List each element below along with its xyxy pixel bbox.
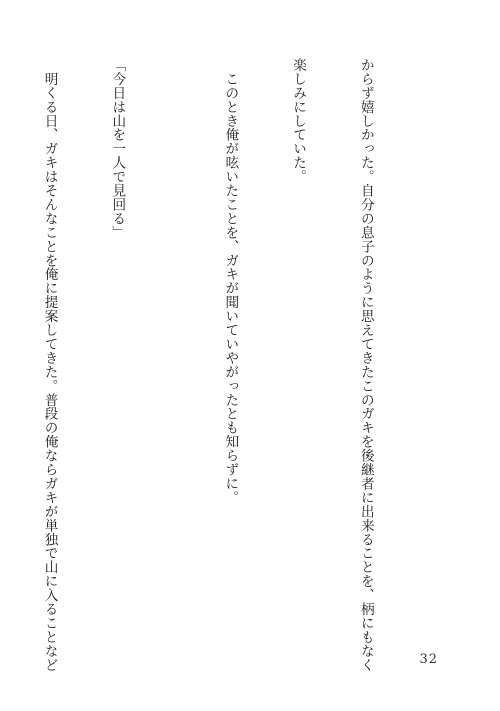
text-line: 明くる日、ガキはそんなことを俺に提案してきた。普段の俺ならガキが単独で山に入ることなど: [41, 58, 58, 672]
text-line: からず嬉しかった。自分の息子のように思えてきたこのガキを後継者に出来ることを、柄にもなく: [357, 58, 374, 672]
body-text: [0, 58, 422, 672]
text-line: このとき俺が呟いたことを、ガキが聞いていやがったとも知らずに。: [222, 58, 239, 505]
text-line: 「今日は山を一人で見回る」: [109, 58, 126, 240]
text-line: 楽しみにしていた。: [290, 58, 307, 184]
page-number: 32: [419, 652, 438, 667]
